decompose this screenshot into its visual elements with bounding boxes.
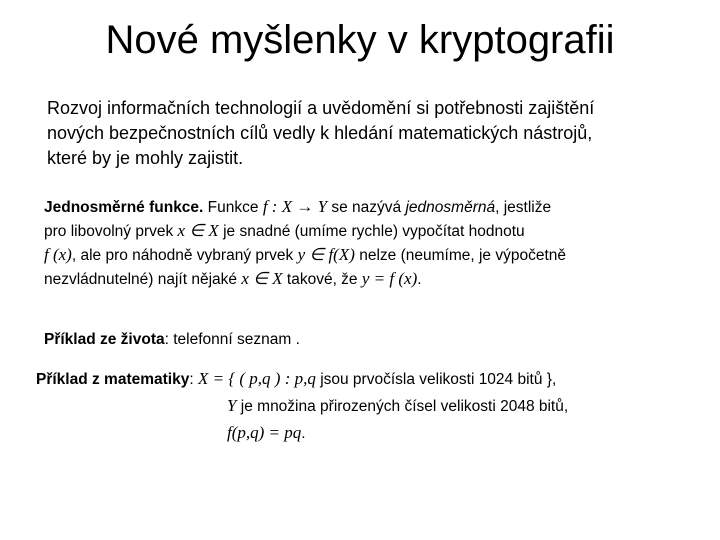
math-expression: Y (227, 396, 237, 415)
slide-title: Nové myšlenky v kryptografii (105, 18, 615, 62)
definition-text: Funkce (207, 199, 259, 216)
example-math-text: . (301, 425, 306, 442)
math-expression: y ∈ f(X) (297, 245, 355, 264)
intro-line: které by je mohly zajistit. (47, 148, 244, 168)
definition-line-1 (44, 195, 694, 219)
definition-text: . (417, 271, 422, 288)
example-life (44, 329, 684, 351)
example-math-text: : (189, 371, 194, 388)
math-expression: x ∈ X (241, 269, 283, 288)
definition-text: nezvládnutelné) najít nějaké (44, 271, 238, 288)
example-math-line-3 (36, 420, 716, 447)
example-life-text: : telefonní seznam . (164, 331, 300, 348)
example-math-line-1 (36, 366, 716, 393)
term-emphasis: jednosměrná (405, 199, 496, 216)
intro-line: Rozvoj informačních technologií a uvědomění si potřebnosti zajištění (47, 98, 595, 118)
intro-line: nových bezpečnostních cílů vedly k hledání matematických nástrojů, (47, 123, 593, 143)
definition-line-2 (44, 219, 694, 243)
definition-paragraph (44, 195, 694, 291)
definition-heading: Jednosměrné funkce. (44, 199, 204, 216)
intro-paragraph (47, 96, 687, 171)
definition-text: takové, že (286, 271, 358, 288)
example-math-label: Příklad z matematiky (36, 371, 190, 388)
example-math-text: jsou prvočísla velikosti 1024 bitů }, (320, 371, 557, 388)
math-expression: x ∈ X (177, 221, 219, 240)
math-expression: X = { ( p,q ) : p,q (197, 369, 316, 388)
example-math-text: je množina přirozených čísel velikosti 2048 bitů, (240, 398, 569, 415)
math-expression: f : X → Y (262, 197, 328, 216)
example-life-label: Příklad ze života (44, 331, 165, 348)
definition-line-4 (44, 267, 694, 291)
definition-text: nelze (neumíme, je výpočetně (359, 247, 566, 264)
example-math-line-2 (36, 393, 716, 420)
definition-text: pro libovolný prvek (44, 223, 174, 240)
definition-text: , ale pro náhodně vybraný prvek (71, 247, 294, 264)
math-expression: f (x) (44, 245, 72, 264)
math-expression: y = f (x) (361, 269, 418, 288)
example-math (36, 366, 716, 447)
definition-text: se nazývá (331, 199, 402, 216)
definition-text: , jestliže (495, 199, 552, 216)
definition-line-3 (44, 243, 694, 267)
math-expression: f(p,q) = pq (227, 423, 302, 442)
definition-text: je snadné (umíme rychle) vypočítat hodnotu (223, 223, 525, 240)
